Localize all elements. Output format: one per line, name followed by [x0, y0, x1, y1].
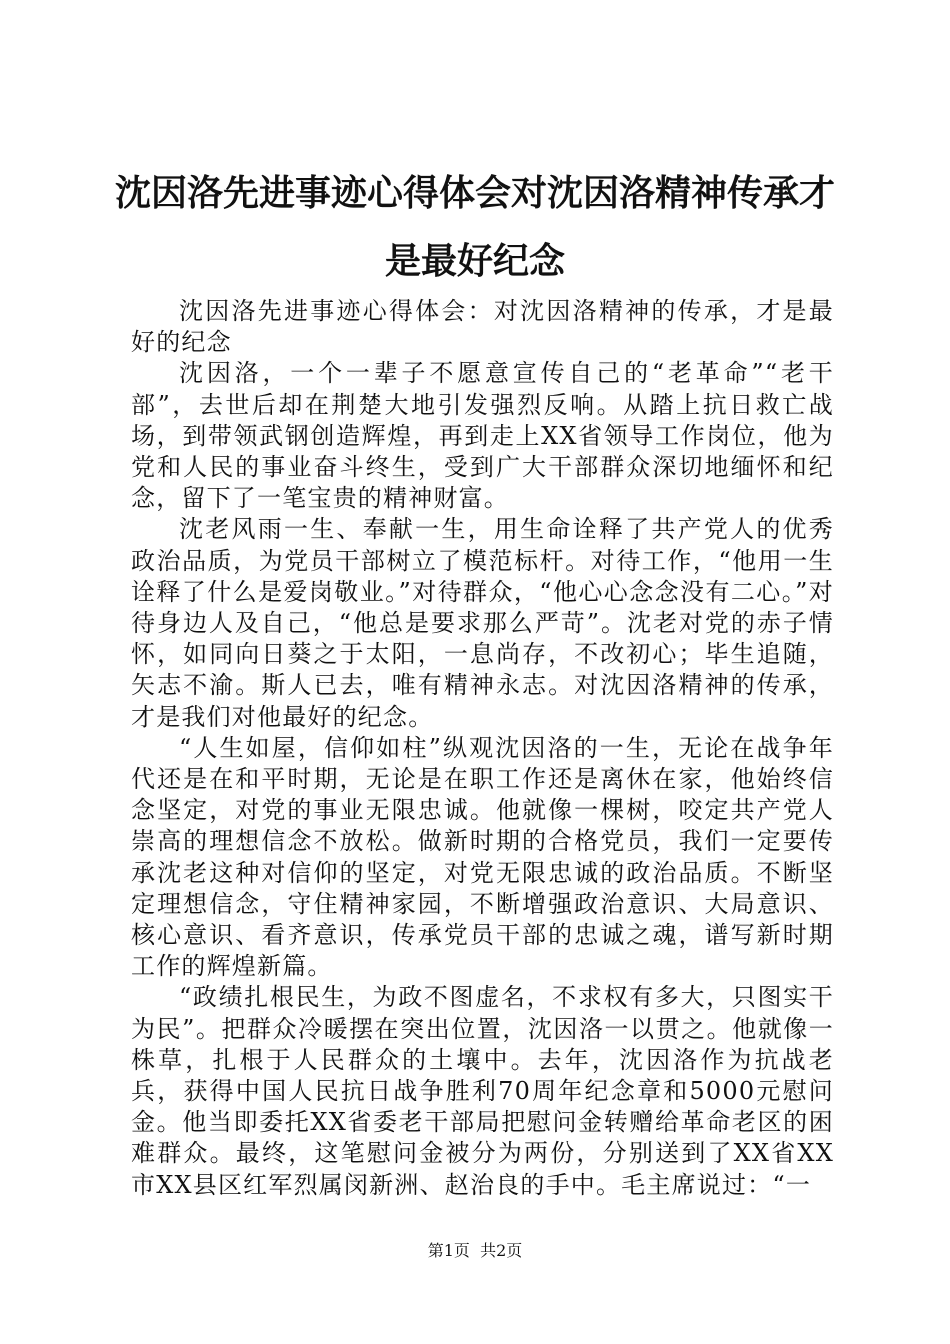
paragraph-people: “政绩扎根民生，为政不图虚名，不求权有多大，只图实干为民”。把群众冷暖摆在突出位置，沈因洛一以贯之。他就像一株草，扎根于人民群众的土壤中。去年，沈因洛作为抗战老兵，获得中国人民抗日战争胜利70周年纪念章和5000元慰问金。他当即委托XX省委老干部局把慰问金转赠给革命老区的困难群众。最终，这笔慰问金被分为两份，分别送到了XX省XX市XX县区红军烈属闵新洲、赵治良的手中。毛主席说过：“一 [131, 983, 834, 1199]
paragraph-intro: 沈因洛先进事迹心得体会：对沈因洛精神的传承，才是最好的纪念 [131, 297, 834, 357]
paragraph-biography: 沈因洛，一个一辈子不愿意宣传自己的“老革命”“老干部”，去世后却在荆楚大地引发强烈反响。从踏上抗日救亡战场，到带领武钢创造辉煌，再到走上XX省领导工作岗位，他为党和人民的事业奋斗终生，受到广大干部群众深切地缅怀和纪念，留下了一笔宝贵的精神财富。 [131, 359, 834, 513]
page-footer [0, 1240, 950, 1262]
paragraph-faith: “人生如屋，信仰如柱”纵观沈因洛的一生，无论在战争年代还是在和平时期，无论是在职工作还是离休在家，他始终信念坚定，对党的事业无限忠诚。他就像一棵树，咬定共产党人崇高的理想信念不放松。做新时期的合格党员，我们一定要传承沈老这种对信仰的坚定，对党无限忠诚的政治品质。不断坚定理想信念，守住精神家园，不断增强政治意识、大局意识、核心意识、看齐意识，传承党员干部的忠诚之魂，谱写新时期工作的辉煌新篇。 [131, 733, 834, 981]
document-body [131, 296, 834, 1201]
page-total: 共2页 [480, 1241, 523, 1260]
document-title: 沈因洛先进事迹心得体会对沈因洛精神传承才是最好纪念 [114, 173, 835, 282]
page-number: 第1页 [427, 1241, 470, 1260]
paragraph-qualities: 沈老风雨一生、奉献一生，用生命诠释了共产党人的优秀政治品质，为党员干部树立了模范标杆。对待工作，“他用一生诠释了什么是爱岗敬业。”对待群众，“他心心念念没有二心。”对待身边人及自己，“他总是要求那么严苛”。沈老对党的赤子情怀，如同向日葵之于太阳，一息尚存，不改初心；毕生追随，矢志不渝。斯人已去，唯有精神永志。对沈因洛精神的传承，才是我们对他最好的纪念。 [131, 515, 834, 731]
